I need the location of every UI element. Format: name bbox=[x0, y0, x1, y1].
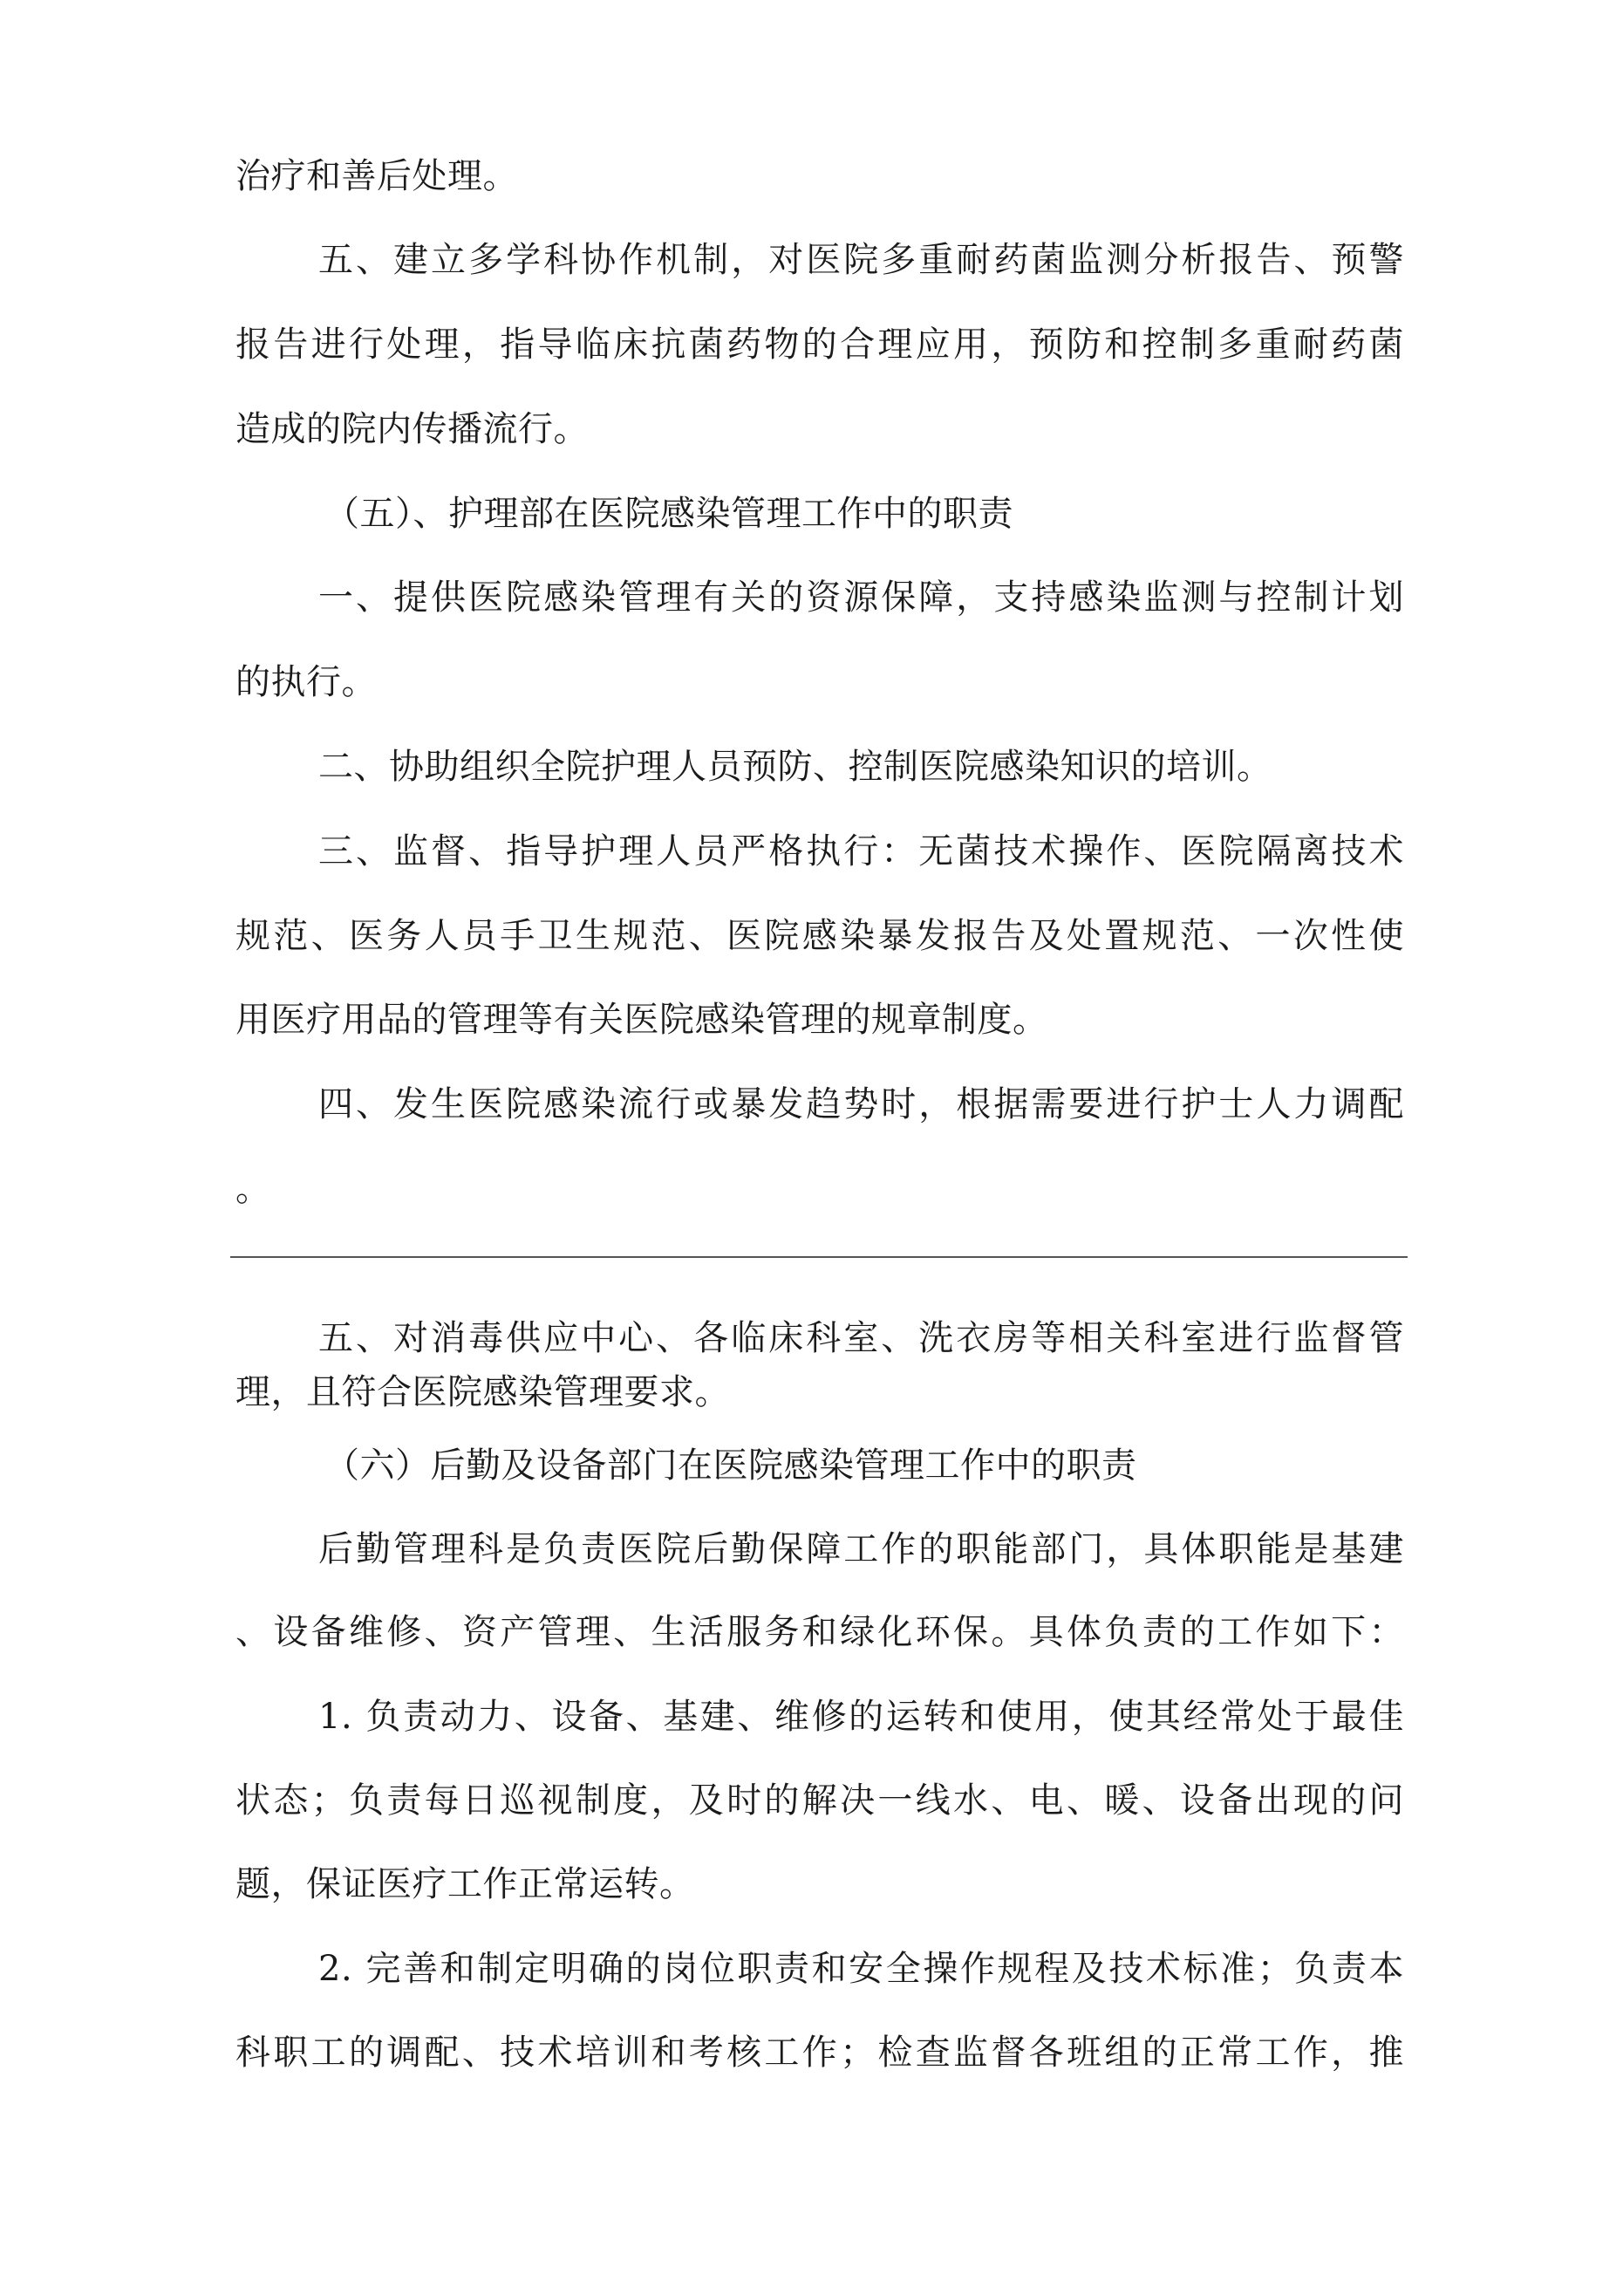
text-line: 科职工的调配、技术培训和考核工作；检查监督各班组的正常工作，推 bbox=[235, 2033, 1404, 2073]
text-line: 二、协助组织全院护理人员预防、控制医院感染知识的培训。 bbox=[318, 747, 1272, 787]
text-line: 1. 负责动力、设备、基建、维修的运转和使用，使其经常处于最佳 bbox=[318, 1697, 1404, 1737]
text-line: 的执行。 bbox=[235, 662, 377, 702]
text-line: 用医疗用品的管理等有关医院感染管理的规章制度。 bbox=[235, 1000, 1048, 1040]
text-line: 规范、医务人员手卫生规范、医院感染暴发报告及处置规范、一次性使 bbox=[235, 916, 1404, 956]
text-line: 报告进行处理，指导临床抗菌药物的合理应用，预防和控制多重耐药菌 bbox=[235, 325, 1404, 365]
text-line: 治疗和善后处理。 bbox=[235, 156, 518, 196]
text-line: 理，且符合医院感染管理要求。 bbox=[235, 1372, 730, 1412]
text-line: 2. 完善和制定明确的岗位职责和安全操作规程及技术标准；负责本 bbox=[318, 1949, 1404, 1989]
text-line: 四、发生医院感染流行或暴发趋势时，根据需要进行护士人力调配 bbox=[318, 1084, 1404, 1124]
text-line: 造成的院内传播流行。 bbox=[235, 409, 589, 449]
text-line: 五、建立多学科协作机制，对医院多重耐药菌监测分析报告、预警 bbox=[318, 240, 1404, 280]
text-line: 三、监督、指导护理人员严格执行：无菌技术操作、医院隔离技术 bbox=[318, 831, 1404, 871]
text-line: 一、提供医院感染管理有关的资源保障，支持感染监测与控制计划 bbox=[318, 577, 1404, 618]
section-heading: （五）、护理部在医院感染管理工作中的职责 bbox=[324, 494, 1013, 534]
text-line: 后勤管理科是负责医院后勤保障工作的职能部门，具体职能是基建 bbox=[318, 1529, 1404, 1569]
text-line: 、设备维修、资产管理、生活服务和绿化环保。具体负责的工作如下： bbox=[235, 1612, 1404, 1652]
text-line: 状态；负责每日巡视制度，及时的解决一线水、电、暖、设备出现的问 bbox=[235, 1780, 1404, 1821]
section-heading: （六）后勤及设备部门在医院感染管理工作中的职责 bbox=[324, 1445, 1137, 1486]
text-line: 题，保证医疗工作正常运转。 bbox=[235, 1864, 695, 1904]
text-line: 。 bbox=[235, 1169, 271, 1209]
text-line: 五、对消毒供应中心、各临床科室、洗衣房等相关科室进行监督管 bbox=[318, 1318, 1404, 1358]
page-divider bbox=[230, 1256, 1408, 1258]
